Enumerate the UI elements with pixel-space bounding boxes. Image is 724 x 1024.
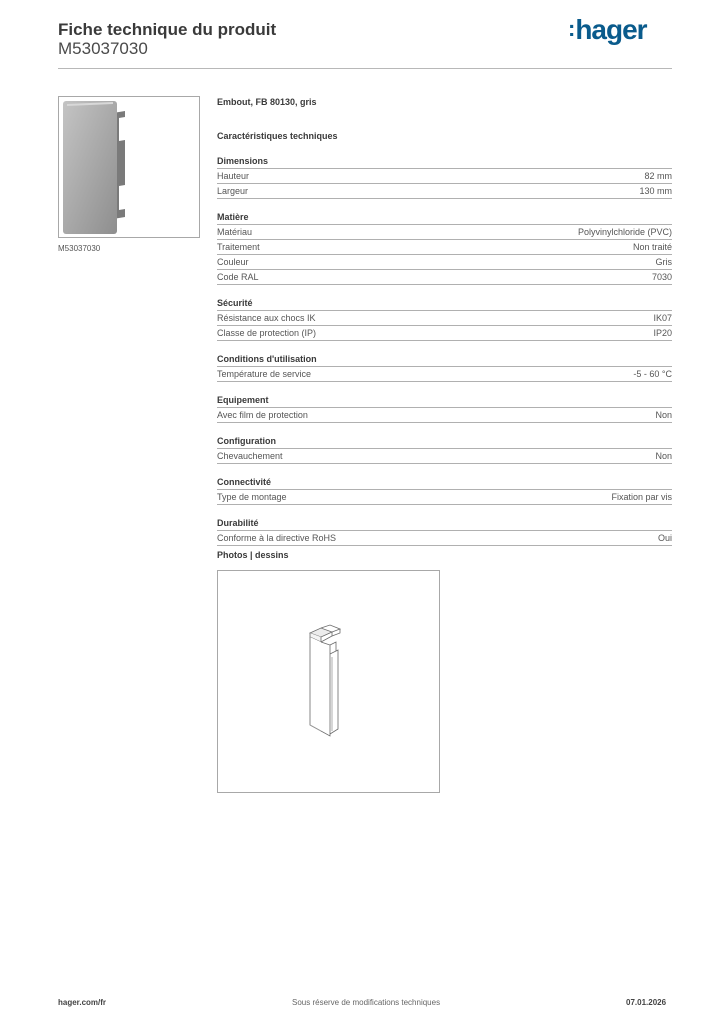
spec-value: 130 mm — [639, 186, 672, 196]
spec-row — [217, 326, 672, 341]
spec-row — [217, 225, 672, 240]
spec-row — [217, 184, 672, 199]
spec-row — [217, 367, 672, 382]
spec-label: Couleur — [217, 257, 249, 267]
section-title: Matière — [217, 210, 672, 225]
section-configuration — [217, 434, 672, 464]
spec-row — [217, 490, 672, 505]
section-title: Conditions d'utilisation — [217, 352, 672, 367]
spec-value: IP20 — [653, 328, 672, 338]
section-security — [217, 296, 672, 341]
spec-value: Oui — [657, 533, 672, 543]
spec-row — [217, 270, 672, 285]
footer-disclaimer: Sous réserve de modifications techniques — [292, 998, 441, 1007]
spec-label: Classe de protection (IP) — [217, 328, 317, 338]
spec-value: -5 - 60 °C — [633, 369, 672, 379]
section-usage-conditions — [217, 352, 672, 382]
spec-value: Polyvinylchloride (PVC) — [577, 227, 672, 237]
section-equipment — [217, 393, 672, 423]
spec-label: Hauteur — [217, 171, 250, 181]
spec-row — [217, 311, 672, 326]
spec-value: Non traité — [632, 242, 672, 252]
header-divider — [58, 68, 672, 69]
logo-text: hager — [575, 14, 647, 45]
product-name: Embout, FB 80130, gris — [217, 97, 317, 107]
spec-label: Avec film de protection — [217, 410, 308, 420]
section-material — [217, 210, 672, 285]
spec-value: IK07 — [653, 313, 672, 323]
section-connectivity — [217, 475, 672, 505]
section-title: Connectivité — [217, 475, 672, 490]
spec-label: Type de montage — [217, 492, 287, 502]
footer-date: 07.01.2026 — [626, 998, 667, 1007]
spec-row — [217, 531, 672, 546]
spec-label: Largeur — [217, 186, 249, 196]
section-title: Dimensions — [217, 154, 672, 169]
spec-label: Température de service — [217, 369, 312, 379]
end-cap-line-drawing — [218, 571, 439, 792]
spec-label: Traitement — [217, 242, 260, 252]
product-drawing — [217, 570, 440, 793]
spec-label: Conforme à la directive RoHS — [217, 533, 337, 543]
spec-value: 7030 — [651, 272, 672, 282]
footer-website-link[interactable]: hager.com/fr — [58, 998, 107, 1007]
section-title: Sécurité — [217, 296, 672, 311]
product-thumbnail — [58, 96, 200, 238]
spec-value: Non — [655, 451, 672, 461]
section-title: Configuration — [217, 434, 672, 449]
section-dimensions — [217, 154, 672, 199]
spec-value: Fixation par vis — [611, 492, 672, 502]
photos-title: Photos | dessins — [217, 550, 289, 560]
section-durability — [217, 516, 672, 546]
product-reference: M53037030 — [58, 39, 148, 58]
spec-label: Matériau — [217, 227, 253, 237]
spec-row — [217, 240, 672, 255]
spec-label: Chevauchement — [217, 451, 283, 461]
end-cap-thumbnail-image — [59, 97, 199, 237]
spec-label: Code RAL — [217, 272, 259, 282]
hager-logo: :hager — [568, 14, 647, 45]
spec-label: Résistance aux chocs IK — [217, 313, 316, 323]
section-title: Durabilité — [217, 516, 672, 531]
document-title: Fiche technique du produit — [58, 20, 277, 39]
section-title: Equipement — [217, 393, 672, 408]
characteristics-list — [217, 154, 672, 557]
spec-value: Non — [655, 410, 672, 420]
spec-row — [217, 255, 672, 270]
spec-row — [217, 449, 672, 464]
spec-value: Gris — [655, 257, 672, 267]
spec-value: 82 mm — [644, 171, 672, 181]
spec-row — [217, 408, 672, 423]
characteristics-title: Caractéristiques techniques — [217, 131, 338, 141]
thumbnail-caption: M53037030 — [58, 244, 101, 253]
spec-row — [217, 169, 672, 184]
